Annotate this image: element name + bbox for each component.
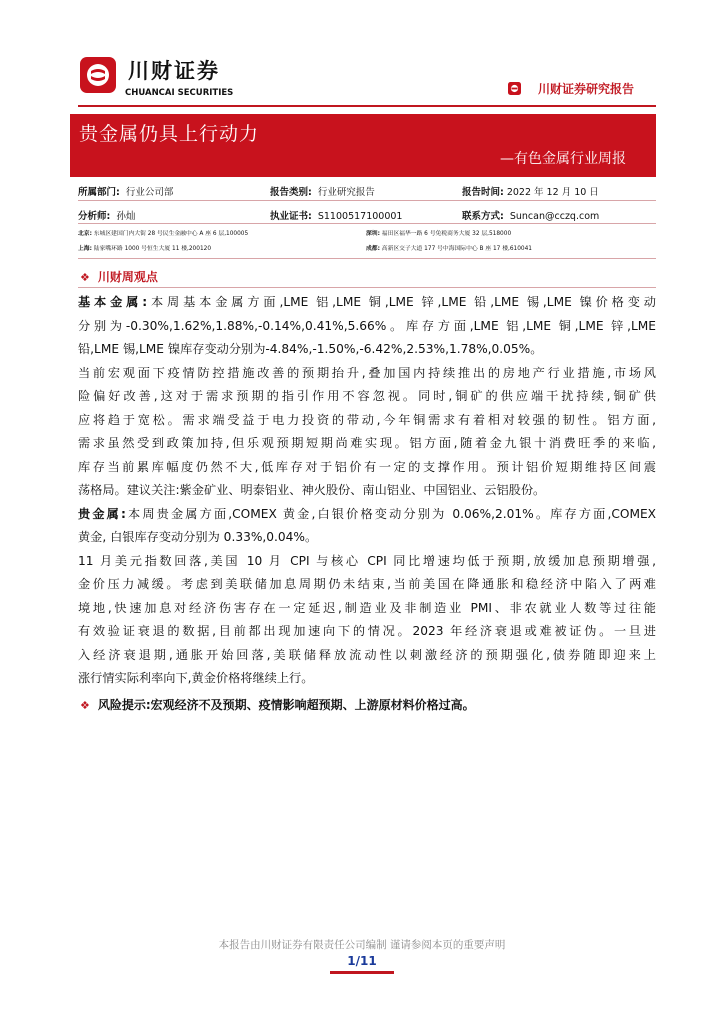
analyst-field: 分析师: 孙灿: [78, 211, 136, 222]
diamond-bullet-icon: ❖: [80, 699, 90, 712]
header-divider: [78, 105, 656, 107]
report-time-field: 报告时间: 2022 年 12 月 10 日: [462, 187, 599, 198]
report-title: 贵金属仍具上行动力: [79, 123, 260, 145]
paragraph-line: 涨行情实际利率向下,黄金价格将继续上行。: [78, 671, 314, 685]
cert-field: 执业证书: S1100517100001: [270, 211, 403, 222]
paragraph-line: 应将趋于宽松。需求端受益于电力投资的带动,今年铜需求有着相对较强的韧性。铝方面,: [78, 412, 656, 427]
paragraph-line: 险偏好改善,这对于需求预期的指引作用不容忽视。同时,铜矿的供应端干扰持续,铜矿供: [78, 389, 656, 403]
paragraph-line: 11 月美元指数回落,美国 10 月 CPI 与核心 CPI 同比增速均低于预期,放缓加息预期增强,: [78, 553, 656, 568]
paragraph-line: 境地,快速加息对经济伤害存在一定延迟,制造业及非制造业 PMI、非农就业人数等过往能: [78, 600, 656, 615]
address-shanghai: 上海: 陆家嘴环路 1000 号恒生大厦 11 楼,200120: [78, 246, 212, 252]
paragraph-line: 基本金属:本周基本金属方面,LME 铝,LME 铜,LME 锌,LME 铅,LME 锡,LME 镍价格变动: [78, 295, 656, 309]
page-number-underline: [330, 971, 394, 974]
address-shenzhen: 深圳: 福田区福华一路 6 号免税商务大厦 32 层,518000: [366, 231, 512, 237]
paragraph-line: 铅,LME 锡,LME 镍库存变动分别为-4.84%,-1.50%,-6.42%,2.53%,1.78%,0.05%。: [78, 342, 543, 356]
address-divider: [78, 258, 656, 259]
diamond-bullet-icon: ❖: [80, 271, 90, 284]
paragraph-line: 有效验证衰退的数据,目前都出现加速向下的情况。2023 年经济衰退或难被证伪。一旦进: [78, 624, 656, 638]
report-subtitle: —有色金属行业周报: [500, 151, 626, 167]
section-heading-weekly-view: ❖ 川财周观点: [80, 270, 158, 284]
paragraph-line: 当前宏观面下疫情防控措施改善的预期抬升,叠加国内持续推出的房地产行业措施,市场风: [78, 365, 656, 380]
info-divider: [78, 223, 656, 224]
paragraph-line: 入经济衰退期,通胀开始回落,美联储释放流动性以刺激经济的预期强化,债券随即迎来上: [78, 647, 656, 662]
paragraph-line: 分别为-0.30%,1.62%,1.88%,-0.14%,0.41%,5.66%。库存方面,LME 铝,LME 铜,LME 锌,LME: [78, 318, 656, 333]
paragraph-line: 贵金属:本周贵金属方面,COMEX 黄金,白银价格变动分别为 0.06%,2.01%。库存方面,COMEX: [78, 506, 656, 521]
section-divider: [78, 287, 656, 288]
report-logo-icon: [508, 80, 521, 93]
paragraph-line: 库存当前累库幅度仍然不大,低库存对于铝价有一定的支撑作用。预计铝价短期维持区间震: [78, 459, 656, 474]
address-chengdu: 成都: 高新区交子大道 177 号中海国际中心 B 座 17 楼,610041: [366, 246, 532, 252]
info-divider: [78, 200, 656, 201]
risk-warning: ❖ 风险提示:宏观经济不及预期、疫情影响超预期、上游原材料价格过高。: [80, 698, 475, 712]
report-type-label: 川财证券研究报告: [538, 82, 635, 96]
brand-name-cn: 川财证券: [128, 59, 220, 83]
dept-field: 所属部门: 行业公司部: [78, 187, 174, 198]
company-logo: [78, 55, 118, 95]
category-field: 报告类别: 行业研究报告: [270, 187, 375, 198]
address-beijing: 北京: 东城区建国门内大街 28 号民生金融中心 A 座 6 层,100005: [78, 231, 249, 237]
footer-disclaimer: 本报告由川财证券有限责任公司编制 谨请参阅本页的重要声明: [218, 939, 506, 951]
paragraph-line: 金价压力减缓。考虑到美联储加息周期仍未结束,当前美国在降通胀和稳经济中陷入了两难: [78, 577, 656, 591]
brand-name-en: CHUANCAI SECURITIES: [125, 88, 234, 98]
paragraph-line: 荡格局。建议关注:紫金矿业、明泰铝业、神火股份、南山铝业、中国铝业、云铝股份。: [78, 483, 546, 497]
page-number: 1/11: [347, 954, 377, 968]
paragraph-line: 需求虽然受到政策加持,但乐观预期短期尚难实现。铝方面,随着金九银十消费旺季的来临,: [78, 436, 656, 450]
contact-field: 联系方式: Suncan@cczq.com: [462, 211, 600, 222]
paragraph-line: 黄金, 白银库存变动分别为 0.33%,0.04%。: [78, 530, 318, 544]
